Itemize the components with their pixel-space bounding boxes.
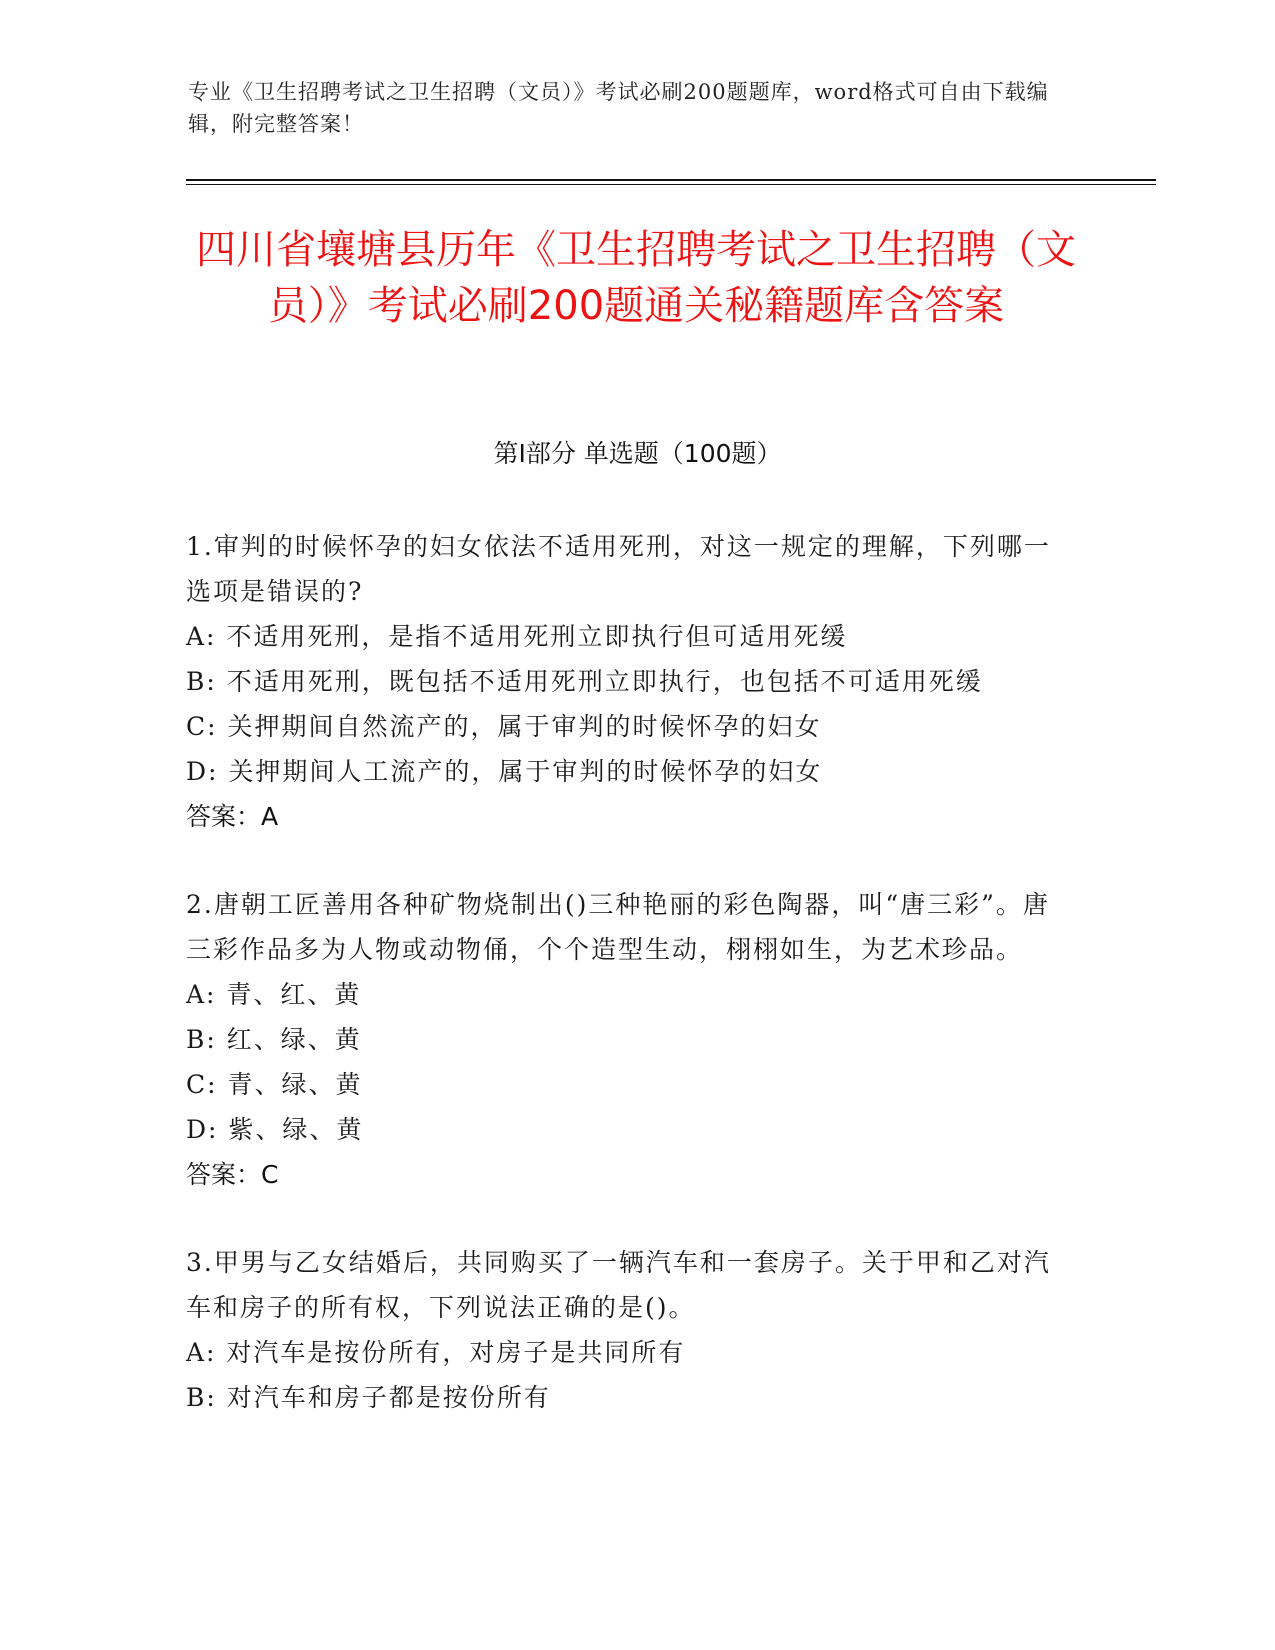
option-b: B: 对汽车和房子都是按份所有 — [186, 1383, 551, 1412]
header-divider-thick — [186, 179, 1156, 181]
question-1 — [186, 524, 1076, 840]
document-title: 四川省壤塘县历年《卫生招聘考试之卫生招聘（文员）》考试必刷200题通关秘籍题库含答案 — [196, 227, 1076, 329]
option-c: C: 关押期间自然流产的，属于审判的时候怀孕的妇女 — [186, 712, 822, 741]
option-d: D: 关押期间人工流产的，属于审判的时候怀孕的妇女 — [186, 757, 823, 786]
question-3 — [186, 1240, 1076, 1420]
option-d: D: 紫、绿、黄 — [186, 1115, 364, 1144]
option-a: A: 不适用死刑，是指不适用死刑立即执行但可适用死缓 — [186, 622, 848, 651]
header-divider-thin — [186, 184, 1156, 185]
question-stem: 2.唐朝工匠善用各种矿物烧制出()三种艳丽的彩色陶器，叫“唐三彩”。唐三彩作品多为人物或动物俑，个个造型生动，栩栩如生，为艺术珍品。 — [186, 890, 1050, 964]
section-heading: 第I部分 单选题（100题） — [493, 439, 782, 468]
option-a: A: 对汽车是按份所有，对房子是共同所有 — [186, 1338, 686, 1367]
option-b: B: 红、绿、黄 — [186, 1025, 362, 1054]
option-b: B: 不适用死刑，既包括不适用死刑立即执行，也包括不可适用死缓 — [186, 667, 983, 696]
question-stem: 3.甲男与乙女结婚后，共同购买了一辆汽车和一套房子。关于甲和乙对汽车和房子的所有权，下列说法正确的是()。 — [186, 1248, 1051, 1322]
option-a: A: 青、红、黄 — [186, 980, 362, 1009]
answer: 答案：C — [186, 1160, 279, 1189]
question-2 — [186, 882, 1076, 1198]
option-c: C: 青、绿、黄 — [186, 1070, 363, 1099]
question-stem: 1.审判的时候怀孕的妇女依法不适用死刑，对这一规定的理解，下列哪一选项是错误的? — [186, 532, 1051, 606]
header-note: 专业《卫生招聘考试之卫生招聘（文员）》考试必刷200题题库，word格式可自由下载编辑，附完整答案！ — [188, 80, 1049, 136]
answer: 答案：A — [186, 802, 279, 831]
question-list — [186, 524, 1076, 1462]
